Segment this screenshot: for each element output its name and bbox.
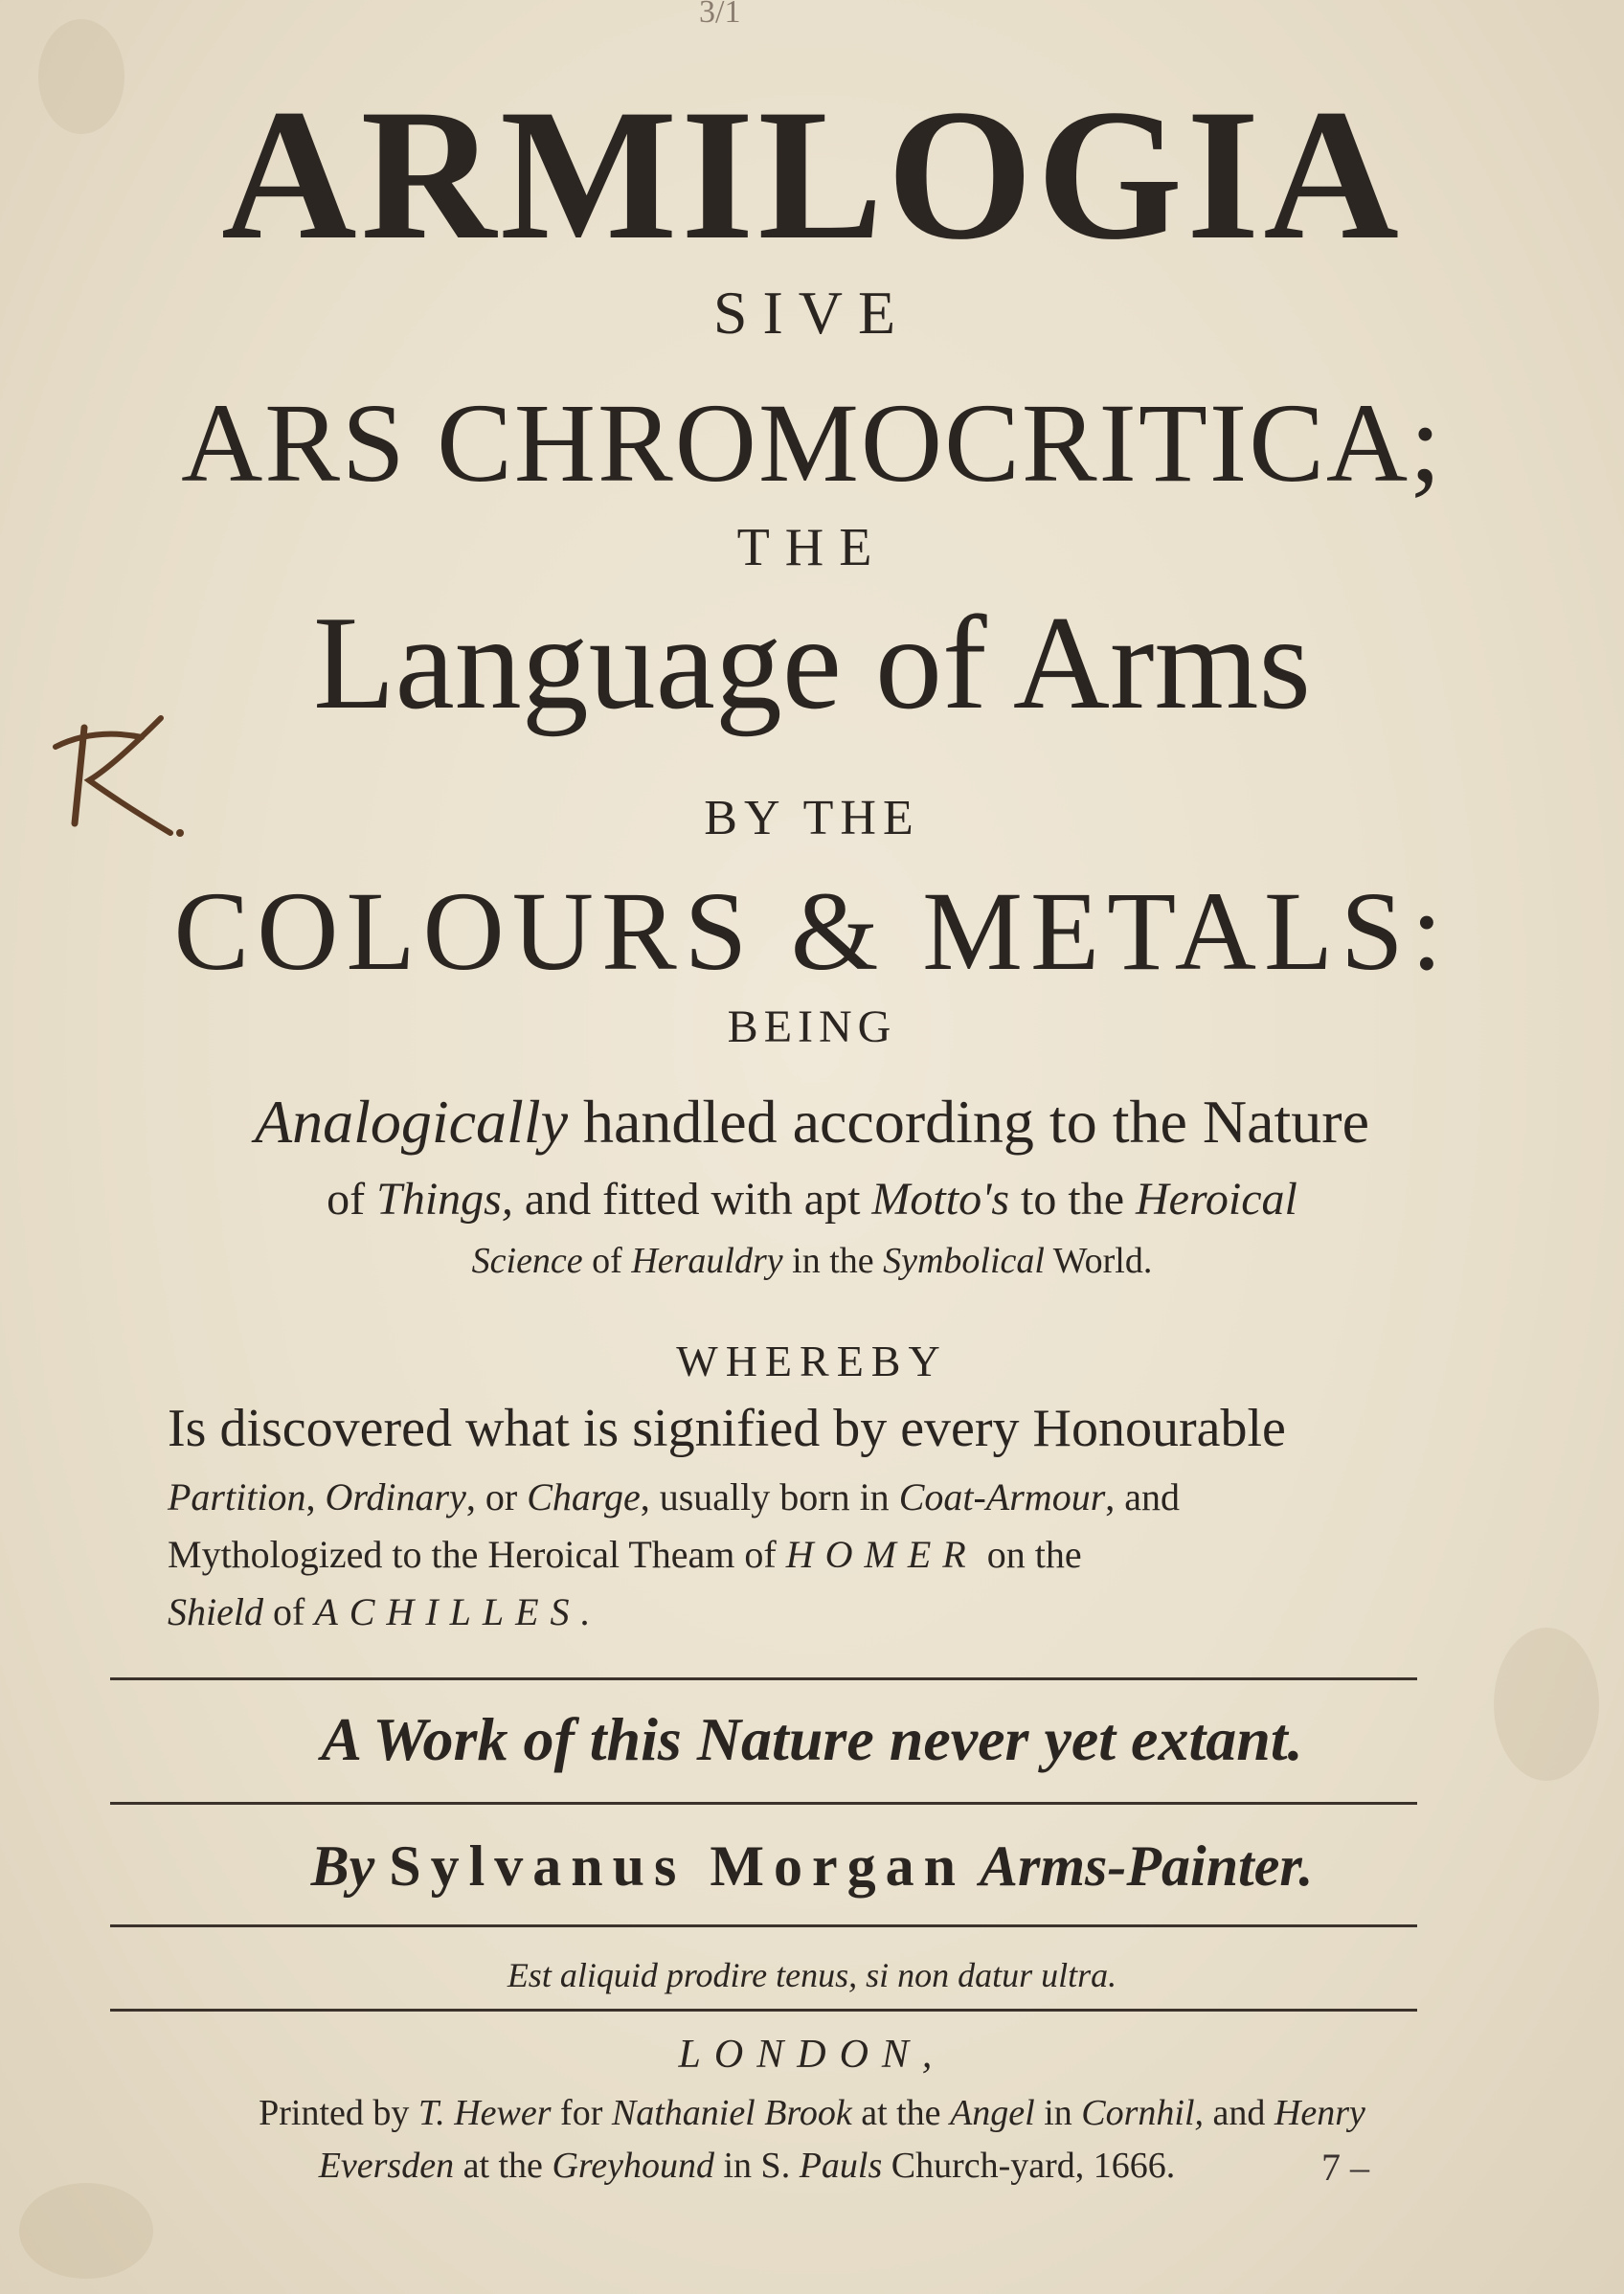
imprint-text: for [551, 2093, 612, 2133]
author-by: By [310, 1834, 375, 1898]
para-italic: ACHILLES. [314, 1590, 602, 1633]
horizontal-rule [110, 1802, 1417, 1805]
author-name: Sylvanus Morgan [389, 1834, 965, 1898]
desc-text: World. [1044, 1241, 1153, 1281]
paragraph-line-2 [168, 1474, 1180, 1519]
desc-text: and fitted with apt [512, 1174, 872, 1225]
imprint-text: at the [454, 2146, 553, 2186]
shelfmark: 3/1 [699, 0, 741, 30]
desc-text: to the [1009, 1174, 1137, 1225]
paragraph-line-3 [168, 1532, 1082, 1577]
desc-italic: Science [471, 1241, 583, 1281]
para-text: of [262, 1590, 315, 1633]
imprint-italic: Greyhound [552, 2146, 714, 2186]
pencil-note: 7 – [1321, 2146, 1369, 2189]
para-italic: Shield [168, 1590, 263, 1633]
description-line-1 [0, 1087, 1624, 1158]
imprint-italic: Eversden [318, 2146, 455, 2186]
imprint-line-1 [0, 2092, 1624, 2134]
latin-motto: Est aliquid prodire tenus, si non datur ultra. [507, 1956, 1117, 1994]
desc-italic: Herauldry [631, 1241, 783, 1281]
desc-text: in the [782, 1241, 884, 1281]
analogically: Analogically [254, 1088, 569, 1156]
author-role: Arms-Painter. [980, 1834, 1314, 1898]
description-line-3 [0, 1240, 1624, 1282]
desc-italic: Symbolical [883, 1241, 1045, 1281]
para-text: , [305, 1475, 326, 1518]
description-line-2 [0, 1173, 1624, 1226]
para-italic: Charge [527, 1475, 641, 1518]
the-line: THE [736, 518, 888, 577]
language-of-arms: Language of Arms [313, 589, 1311, 737]
author-line [0, 1833, 1624, 1900]
desc-text: of [327, 1174, 377, 1225]
imprint-italic: Pauls [799, 2146, 883, 2186]
horizontal-rule [110, 1924, 1417, 1927]
imprint-italic: Cornhil, [1081, 2093, 1205, 2133]
para-text: , usually born in [640, 1475, 899, 1518]
paragraph-line-4 [168, 1589, 602, 1634]
para-italic: Partition [168, 1475, 306, 1518]
imprint-italic: T. Hewer [417, 2093, 552, 2133]
imprint-text: Printed by [259, 2093, 418, 2133]
desc-italic: Heroical [1136, 1174, 1297, 1225]
imprint-italic: Nathaniel Brook [611, 2093, 852, 2133]
desc-text: of [582, 1241, 632, 1281]
subtitle: ARS CHROMOCRITICA; [181, 380, 1443, 506]
para-italic: Coat-Armour [898, 1475, 1106, 1518]
para-text: , or [465, 1475, 528, 1518]
imprint-line-2 [0, 2145, 1494, 2187]
paragraph-line-1: Is discovered what is signified by every Honourable [168, 1399, 1286, 1458]
work-statement: A Work of this Nature never yet extant. [321, 1705, 1303, 1773]
desc-italic: Things, [376, 1174, 513, 1225]
imprint-italic: Henry [1274, 2093, 1365, 2133]
imprint-text: and [1204, 2093, 1274, 2133]
main-title: ARMILOGIA [221, 71, 1403, 279]
horizontal-rule [110, 2009, 1417, 2012]
colours-and-metals: COLOURS & METALS: [173, 868, 1451, 994]
london-line: LONDON, [678, 2033, 946, 2077]
foxing-stain [19, 2183, 153, 2279]
whereby-line: WHEREBY [676, 1337, 948, 1385]
para-text: Mythologized to the Heroical Theam of [168, 1533, 786, 1576]
being-line: BEING [727, 1001, 897, 1052]
by-the-line: BY THE [704, 791, 920, 845]
sive-line: SIVE [712, 279, 912, 347]
imprint-text: in [1034, 2093, 1082, 2133]
para-text: on the [977, 1533, 1082, 1576]
horizontal-rule [110, 1677, 1417, 1680]
imprint-italic: Angel [950, 2093, 1035, 2133]
para-italic: HOMER [785, 1533, 978, 1576]
imprint-text: at the [851, 2093, 951, 2133]
desc-italic: Motto's [871, 1174, 1010, 1225]
imprint-text: Church-yard, 1666. [882, 2146, 1176, 2186]
imprint-text: in S. [714, 2146, 800, 2186]
desc-text: handled according to the Nature [568, 1088, 1370, 1156]
para-text: , and [1105, 1475, 1181, 1518]
para-italic: Ordinary [325, 1475, 466, 1518]
